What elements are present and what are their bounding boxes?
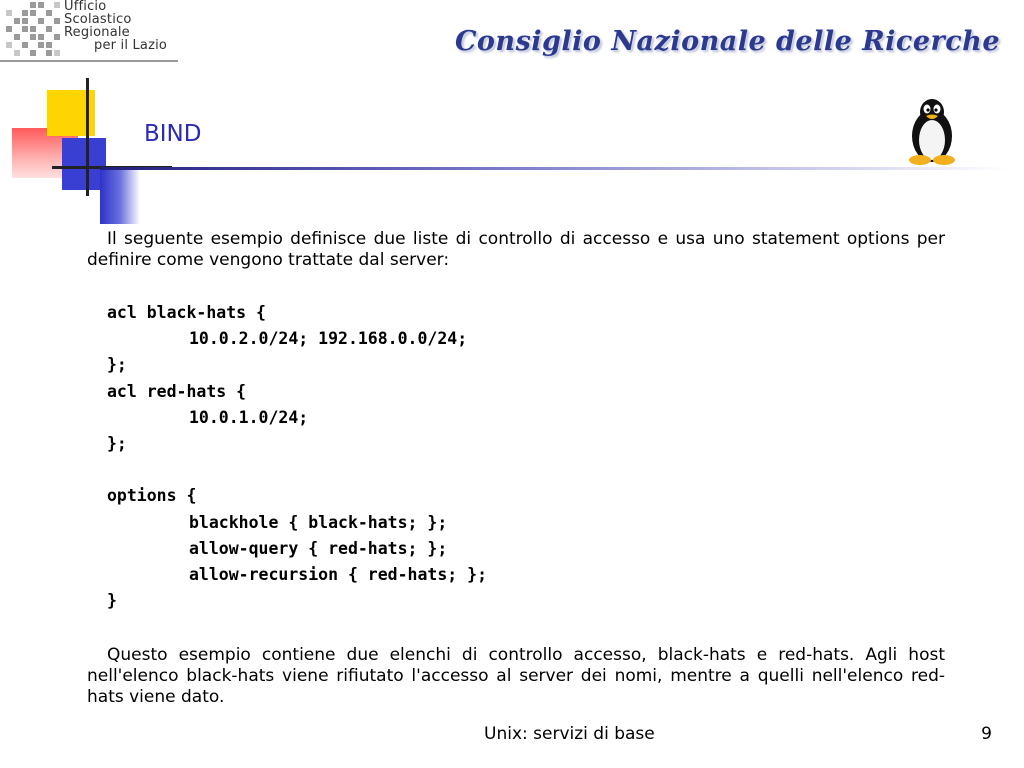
code-line: }; — [107, 433, 127, 453]
page-number: 9 — [981, 724, 992, 744]
code-line: } — [107, 591, 117, 611]
intro-paragraph — [87, 229, 945, 271]
code-line: allow-recursion { red-hats; }; — [189, 564, 488, 584]
code-line: 10.0.1.0/24; — [189, 407, 309, 427]
office-line: per il Lazio — [94, 38, 168, 53]
title-rule — [100, 167, 1010, 170]
code-line: 10.0.2.0/24; 192.168.0.0/24; — [189, 329, 468, 349]
office-line: Scolastico — [64, 12, 132, 27]
code-line: blackhole { black-hats; }; — [189, 512, 448, 532]
logo-underline — [0, 60, 178, 62]
office-line: Regionale — [64, 25, 130, 40]
code-line — [107, 457, 487, 483]
footer-title: Unix: servizi di base — [484, 724, 655, 744]
slide-title: BIND — [144, 121, 202, 147]
code-line: acl black-hats { — [107, 303, 266, 322]
decor-vertical-line — [86, 78, 89, 196]
code-line: }; — [107, 355, 127, 375]
decor-blue-gradient-square — [100, 168, 140, 224]
usr-lazio-logo — [0, 0, 178, 64]
cnr-logo-text: Consiglio Nazionale delle Ricerche — [454, 26, 1000, 57]
code-line: options { — [107, 486, 197, 506]
intro-text: Il seguente esempio definisce due liste di controllo di accesso e usa uno statement options per definire come vengono trattate dal server: — [87, 229, 945, 270]
code-line: allow-query { red-hats; }; — [189, 538, 448, 558]
conclusion-paragraph — [87, 645, 945, 708]
code-line: acl red-hats { — [107, 381, 247, 401]
office-line: Ufficio — [64, 0, 107, 14]
office-name — [64, 0, 167, 52]
tux-penguin-icon — [900, 96, 964, 166]
mosaic-logo-icon — [0, 0, 64, 64]
code-block — [107, 300, 487, 614]
conclusion-text: Questo esempio contiene due elenchi di controllo accesso, black-hats e red-hats. Agli host nell'elenco black-hats viene rifiutato l'accesso al server dei nomi, mentre a quelli nell'elenco red-hats viene dato. — [87, 645, 945, 707]
